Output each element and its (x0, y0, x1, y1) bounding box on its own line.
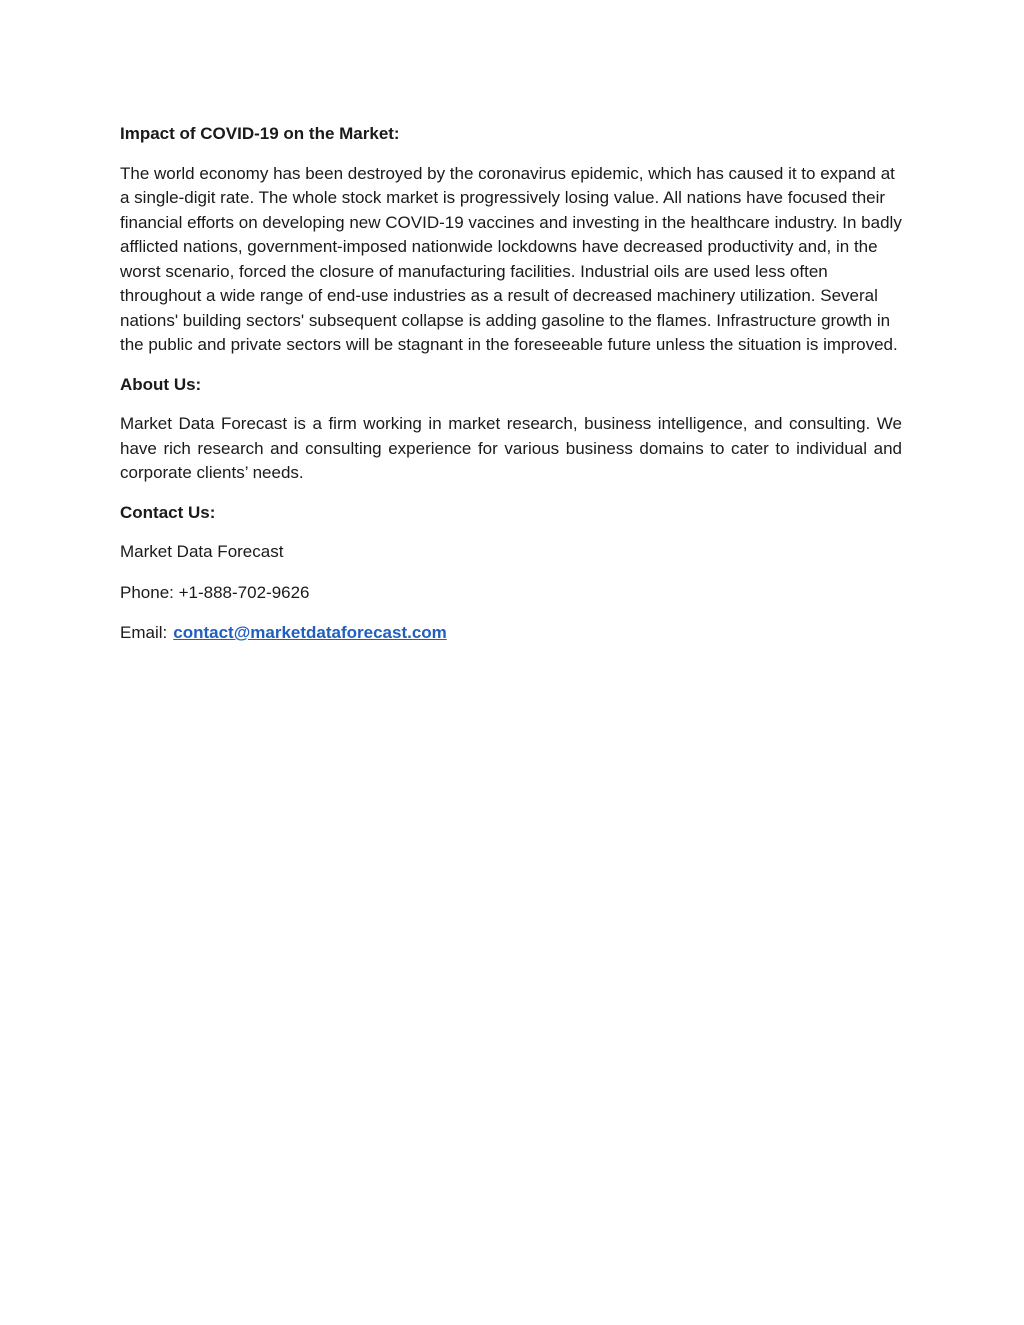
contact-heading: Contact Us: (120, 502, 216, 522)
contact-phone: Phone: +1-888-702-9626 (120, 582, 310, 602)
about-heading: About Us: (120, 374, 202, 394)
email-link[interactable]: contact@marketdataforecast.com (173, 623, 447, 642)
about-paragraph: Market Data Forecast is a firm working in market research, business intelligence, and consulting. We have rich research and consulting experience for various business domains to cater to individual and corporate clients’ needs. (120, 414, 902, 482)
impact-paragraph: The world economy has been destroyed by the coronavirus epidemic, which has caused it to expand at a single-digit rate. The whole stock market is progressively losing value. All nations have focused their financial efforts on developing new COVID-19 vaccines and investing in the healthcare industry. In badly afflicted nations, government-imposed nationwide lockdowns have decreased productivity and, in the worst scenario, forced the closure of manufacturing facilities. Industrial oils are used less often throughout a wide range of end-use industries as a result of decreased machinery utilization. Several nations' building sectors' subsequent collapse is adding gasoline to the flames. Infrastructure growth in the public and private sectors will be stagnant in the foreseeable future unless the situation is improved. (120, 163, 902, 354)
impact-heading: Impact of COVID-19 on the Market: (120, 124, 400, 143)
document-page (120, 122, 902, 662)
email-label: Email: (120, 623, 168, 642)
contact-email-line (120, 621, 902, 646)
contact-company: Market Data Forecast (120, 542, 284, 561)
